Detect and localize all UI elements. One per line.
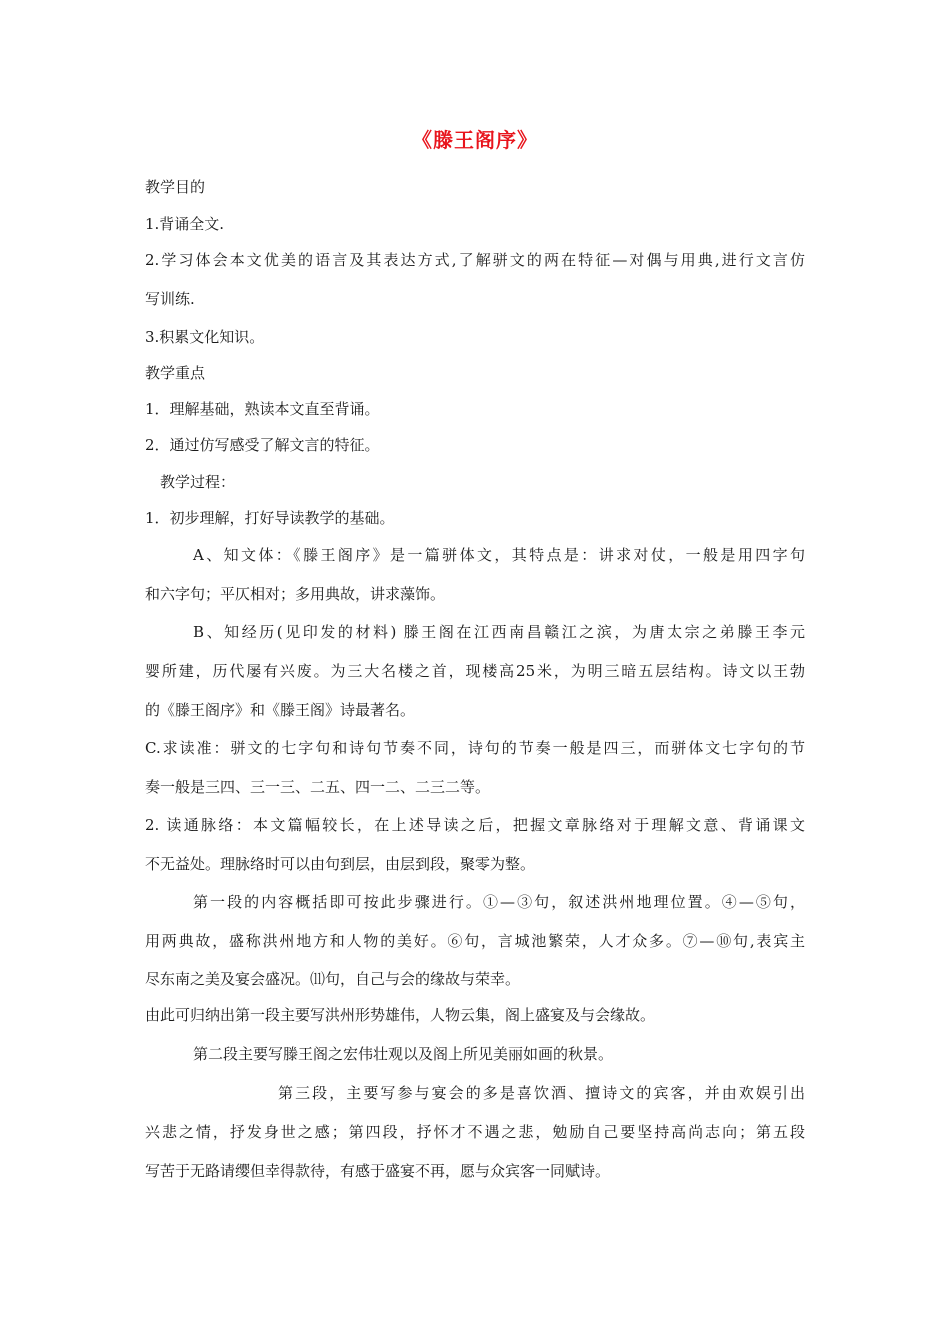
paragraph-line: 的《滕王阁序》和《滕王阁》诗最著名。 xyxy=(145,701,416,719)
document-title: 《滕王阁序》 xyxy=(412,128,538,152)
paragraph-line: 尽东南之美及宴会盛况。⑾句，自己与会的缘故与荣幸。 xyxy=(145,970,521,988)
focus-item: 1．理解基础，熟读本文直至背诵。 xyxy=(145,400,380,418)
focus-item: 2．通过仿写感受了解文言的特征。 xyxy=(145,436,380,454)
heading-teaching-process: 教学过程： xyxy=(160,473,236,491)
heading-teaching-focus: 教学重点 xyxy=(145,364,206,382)
paragraph-line: 婴所建，历代屡有兴废。为三大名楼之首，现楼高25米，为明三暗五层结构。诗文以王勃 xyxy=(145,662,805,680)
paragraph-line: 第一段的内容概括即可按此步骤进行。①—③句，叙述洪州地理位置。④—⑤句， xyxy=(193,893,805,911)
paragraph-line: 2. 读通脉络：本文篇幅较长，在上述导读之后，把握文章脉络对于理解文意、背诵课文 xyxy=(145,816,805,834)
paragraph-line: 由此可归纳出第一段主要写洪州形势雄伟，人物云集，阁上盛宴及与会缘故。 xyxy=(145,1006,656,1024)
paragraph-line: 奏一般是三四、三一三、二五、四一二、二三二等。 xyxy=(145,778,491,796)
paragraph-line: C.求读准：骈文的七字句和诗句节奏不同，诗句的节奏一般是四三，而骈体文七字句的节 xyxy=(145,739,805,757)
paragraph-line: B、知经历(见印发的材料) 滕王阁在江西南昌赣江之滨，为唐太宗之弟滕王李元 xyxy=(193,623,805,641)
paragraph-line: 用两典故，盛称洪州地方和人物的美好。⑥句，言城池繁荣，人才众多。⑦—⑩句,表宾主 xyxy=(145,932,805,950)
goal-item: 3.积累文化知识。 xyxy=(145,328,265,346)
goal-item: 2.学习体会本文优美的语言及其表达方式,了解骈文的两在特征—对偶与用典,进行文言仿 xyxy=(145,251,805,269)
paragraph-line: 第二段主要写滕王阁之宏伟壮观以及阁上所见美丽如画的秋景。 xyxy=(193,1045,614,1063)
goal-item: 1.背诵全文. xyxy=(145,215,225,233)
paragraph-line: 和六字句；平仄相对；多用典故，讲求藻饰。 xyxy=(145,585,446,603)
goal-item-continued: 写训练. xyxy=(145,290,195,308)
paragraph-line: 写苦于无路请缨但幸得款待，有感于盛宴不再，愿与众宾客一同赋诗。 xyxy=(145,1162,611,1180)
paragraph-line: 不无益处。理脉络时可以由句到层，由层到段，聚零为整。 xyxy=(145,855,536,873)
paragraph-line: 第三段，主要写参与宴会的多是喜饮酒、擅诗文的宾客，并由欢娱引出 xyxy=(278,1084,805,1102)
paragraph-line: 兴悲之情，抒发身世之感；第四段，抒怀才不遇之悲，勉励自己要坚持高尚志向；第五段 xyxy=(145,1123,805,1141)
process-step: 1．初步理解，打好导读教学的基础。 xyxy=(145,509,395,527)
paragraph-line: A、知文体：《滕王阁序》是一篇骈体文，其特点是：讲求对仗，一般是用四字句 xyxy=(193,546,805,564)
heading-teaching-goals: 教学目的 xyxy=(145,178,206,196)
